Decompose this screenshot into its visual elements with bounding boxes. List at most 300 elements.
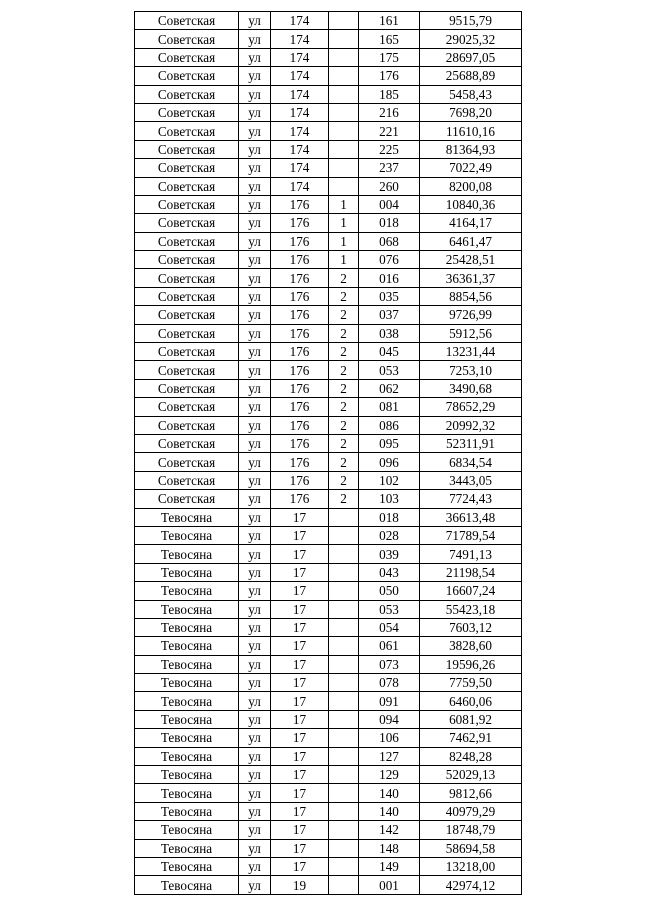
house-number-cell: 17 bbox=[271, 508, 329, 526]
amount-cell: 11610,16 bbox=[420, 122, 522, 140]
street-type-cell: ул bbox=[239, 563, 271, 581]
street-cell: Советская bbox=[135, 490, 239, 508]
table-row bbox=[135, 287, 522, 305]
amount-cell: 52029,13 bbox=[420, 766, 522, 784]
amount-cell: 6834,54 bbox=[420, 453, 522, 471]
apartment-cell: 054 bbox=[359, 618, 420, 636]
house-number-cell: 176 bbox=[271, 416, 329, 434]
amount-cell: 7462,91 bbox=[420, 729, 522, 747]
table-row bbox=[135, 674, 522, 692]
amount-cell: 29025,32 bbox=[420, 30, 522, 48]
table-row bbox=[135, 398, 522, 416]
street-type-cell: ул bbox=[239, 729, 271, 747]
street-cell: Тевосяна bbox=[135, 582, 239, 600]
street-type-cell: ул bbox=[239, 30, 271, 48]
building-cell bbox=[329, 508, 359, 526]
table-row bbox=[135, 490, 522, 508]
apartment-cell: 129 bbox=[359, 766, 420, 784]
house-number-cell: 176 bbox=[271, 453, 329, 471]
house-number-cell: 17 bbox=[271, 674, 329, 692]
building-cell bbox=[329, 12, 359, 30]
building-cell bbox=[329, 692, 359, 710]
street-cell: Советская bbox=[135, 287, 239, 305]
amount-cell: 25688,89 bbox=[420, 67, 522, 85]
building-cell bbox=[329, 747, 359, 765]
house-number-cell: 17 bbox=[271, 600, 329, 618]
table-row bbox=[135, 802, 522, 820]
building-cell bbox=[329, 140, 359, 158]
amount-cell: 18748,79 bbox=[420, 821, 522, 839]
street-cell: Советская bbox=[135, 85, 239, 103]
amount-cell: 3490,68 bbox=[420, 379, 522, 397]
house-number-cell: 17 bbox=[271, 857, 329, 875]
house-number-cell: 176 bbox=[271, 195, 329, 213]
house-number-cell: 176 bbox=[271, 379, 329, 397]
amount-cell: 7724,43 bbox=[420, 490, 522, 508]
apartment-cell: 161 bbox=[359, 12, 420, 30]
street-cell: Советская bbox=[135, 269, 239, 287]
amount-cell: 81364,93 bbox=[420, 140, 522, 158]
street-cell: Тевосяна bbox=[135, 710, 239, 728]
amount-cell: 21198,54 bbox=[420, 563, 522, 581]
apartment-cell: 225 bbox=[359, 140, 420, 158]
amount-cell: 78652,29 bbox=[420, 398, 522, 416]
street-cell: Тевосяна bbox=[135, 821, 239, 839]
building-cell bbox=[329, 710, 359, 728]
table-row bbox=[135, 655, 522, 673]
apartment-cell: 142 bbox=[359, 821, 420, 839]
street-type-cell: ул bbox=[239, 324, 271, 342]
amount-cell: 6460,06 bbox=[420, 692, 522, 710]
amount-cell: 5912,56 bbox=[420, 324, 522, 342]
house-number-cell: 176 bbox=[271, 361, 329, 379]
building-cell bbox=[329, 784, 359, 802]
building-cell bbox=[329, 563, 359, 581]
street-type-cell: ул bbox=[239, 600, 271, 618]
table-row bbox=[135, 85, 522, 103]
house-number-cell: 174 bbox=[271, 85, 329, 103]
amount-cell: 36361,37 bbox=[420, 269, 522, 287]
building-cell bbox=[329, 526, 359, 544]
street-cell: Советская bbox=[135, 361, 239, 379]
building-cell: 2 bbox=[329, 471, 359, 489]
apartment-cell: 185 bbox=[359, 85, 420, 103]
building-cell bbox=[329, 177, 359, 195]
building-cell bbox=[329, 729, 359, 747]
amount-cell: 55423,18 bbox=[420, 600, 522, 618]
street-cell: Тевосяна bbox=[135, 802, 239, 820]
street-cell: Тевосяна bbox=[135, 766, 239, 784]
building-cell bbox=[329, 674, 359, 692]
street-cell: Тевосяна bbox=[135, 655, 239, 673]
street-cell: Советская bbox=[135, 122, 239, 140]
table-row bbox=[135, 324, 522, 342]
house-number-cell: 17 bbox=[271, 729, 329, 747]
building-cell bbox=[329, 839, 359, 857]
house-number-cell: 174 bbox=[271, 103, 329, 121]
table-row bbox=[135, 379, 522, 397]
house-number-cell: 174 bbox=[271, 67, 329, 85]
house-number-cell: 176 bbox=[271, 324, 329, 342]
street-type-cell: ул bbox=[239, 287, 271, 305]
street-type-cell: ул bbox=[239, 251, 271, 269]
building-cell bbox=[329, 637, 359, 655]
apartment-cell: 068 bbox=[359, 232, 420, 250]
building-cell: 2 bbox=[329, 361, 359, 379]
table-row bbox=[135, 637, 522, 655]
building-cell bbox=[329, 876, 359, 894]
street-cell: Советская bbox=[135, 416, 239, 434]
street-type-cell: ул bbox=[239, 784, 271, 802]
street-type-cell: ул bbox=[239, 103, 271, 121]
table-body bbox=[135, 12, 522, 895]
apartment-cell: 018 bbox=[359, 214, 420, 232]
apartment-cell: 091 bbox=[359, 692, 420, 710]
building-cell: 2 bbox=[329, 490, 359, 508]
apartment-cell: 103 bbox=[359, 490, 420, 508]
street-type-cell: ул bbox=[239, 618, 271, 636]
house-number-cell: 174 bbox=[271, 159, 329, 177]
street-cell: Советская bbox=[135, 306, 239, 324]
street-cell: Советская bbox=[135, 251, 239, 269]
amount-cell: 13218,00 bbox=[420, 857, 522, 875]
house-number-cell: 17 bbox=[271, 784, 329, 802]
apartment-cell: 050 bbox=[359, 582, 420, 600]
building-cell bbox=[329, 30, 359, 48]
street-type-cell: ул bbox=[239, 159, 271, 177]
house-number-cell: 174 bbox=[271, 48, 329, 66]
amount-cell: 6461,47 bbox=[420, 232, 522, 250]
amount-cell: 58694,58 bbox=[420, 839, 522, 857]
apartment-cell: 073 bbox=[359, 655, 420, 673]
amount-cell: 13231,44 bbox=[420, 343, 522, 361]
apartment-cell: 039 bbox=[359, 545, 420, 563]
apartment-cell: 053 bbox=[359, 600, 420, 618]
building-cell: 2 bbox=[329, 306, 359, 324]
house-number-cell: 17 bbox=[271, 821, 329, 839]
street-cell: Советская bbox=[135, 12, 239, 30]
amount-cell: 7022,49 bbox=[420, 159, 522, 177]
street-cell: Советская bbox=[135, 398, 239, 416]
street-cell: Советская bbox=[135, 379, 239, 397]
street-cell: Тевосяна bbox=[135, 545, 239, 563]
building-cell: 1 bbox=[329, 195, 359, 213]
amount-cell: 4164,17 bbox=[420, 214, 522, 232]
street-type-cell: ул bbox=[239, 655, 271, 673]
street-cell: Тевосяна bbox=[135, 508, 239, 526]
table-row bbox=[135, 361, 522, 379]
table-row bbox=[135, 159, 522, 177]
street-cell: Тевосяна bbox=[135, 692, 239, 710]
street-cell: Советская bbox=[135, 471, 239, 489]
house-number-cell: 17 bbox=[271, 747, 329, 765]
amount-cell: 52311,91 bbox=[420, 434, 522, 452]
street-cell: Тевосяна bbox=[135, 839, 239, 857]
apartment-cell: 053 bbox=[359, 361, 420, 379]
street-type-cell: ул bbox=[239, 545, 271, 563]
table-row bbox=[135, 821, 522, 839]
house-number-cell: 17 bbox=[271, 766, 329, 784]
street-cell: Советская bbox=[135, 177, 239, 195]
building-cell: 1 bbox=[329, 232, 359, 250]
street-cell: Тевосяна bbox=[135, 784, 239, 802]
apartment-cell: 086 bbox=[359, 416, 420, 434]
street-type-cell: ул bbox=[239, 214, 271, 232]
house-number-cell: 19 bbox=[271, 876, 329, 894]
apartment-cell: 078 bbox=[359, 674, 420, 692]
street-type-cell: ул bbox=[239, 582, 271, 600]
house-number-cell: 176 bbox=[271, 471, 329, 489]
house-number-cell: 17 bbox=[271, 692, 329, 710]
street-type-cell: ул bbox=[239, 398, 271, 416]
house-number-cell: 176 bbox=[271, 251, 329, 269]
table-row bbox=[135, 857, 522, 875]
street-type-cell: ул bbox=[239, 195, 271, 213]
apartment-cell: 260 bbox=[359, 177, 420, 195]
building-cell: 1 bbox=[329, 214, 359, 232]
apartment-cell: 102 bbox=[359, 471, 420, 489]
house-number-cell: 176 bbox=[271, 269, 329, 287]
street-type-cell: ул bbox=[239, 343, 271, 361]
apartment-cell: 061 bbox=[359, 637, 420, 655]
house-number-cell: 176 bbox=[271, 343, 329, 361]
amount-cell: 36613,48 bbox=[420, 508, 522, 526]
street-cell: Тевосяна bbox=[135, 600, 239, 618]
street-type-cell: ул bbox=[239, 508, 271, 526]
street-type-cell: ул bbox=[239, 710, 271, 728]
street-type-cell: ул bbox=[239, 232, 271, 250]
apartment-cell: 016 bbox=[359, 269, 420, 287]
street-cell: Тевосяна bbox=[135, 876, 239, 894]
street-cell: Тевосяна bbox=[135, 563, 239, 581]
street-type-cell: ул bbox=[239, 857, 271, 875]
house-number-cell: 174 bbox=[271, 122, 329, 140]
house-number-cell: 17 bbox=[271, 637, 329, 655]
street-type-cell: ул bbox=[239, 122, 271, 140]
street-type-cell: ул bbox=[239, 821, 271, 839]
amount-cell: 16607,24 bbox=[420, 582, 522, 600]
street-cell: Тевосяна bbox=[135, 526, 239, 544]
apartment-cell: 149 bbox=[359, 857, 420, 875]
building-cell: 2 bbox=[329, 416, 359, 434]
building-cell: 2 bbox=[329, 398, 359, 416]
table-row bbox=[135, 747, 522, 765]
street-cell: Советская bbox=[135, 195, 239, 213]
street-cell: Советская bbox=[135, 103, 239, 121]
apartment-cell: 095 bbox=[359, 434, 420, 452]
street-cell: Советская bbox=[135, 159, 239, 177]
table-row bbox=[135, 232, 522, 250]
street-type-cell: ул bbox=[239, 876, 271, 894]
apartment-cell: 062 bbox=[359, 379, 420, 397]
house-number-cell: 176 bbox=[271, 287, 329, 305]
house-number-cell: 174 bbox=[271, 30, 329, 48]
apartment-cell: 028 bbox=[359, 526, 420, 544]
street-type-cell: ул bbox=[239, 637, 271, 655]
apartment-cell: 176 bbox=[359, 67, 420, 85]
building-cell bbox=[329, 159, 359, 177]
apartment-cell: 216 bbox=[359, 103, 420, 121]
building-cell bbox=[329, 67, 359, 85]
street-cell: Советская bbox=[135, 434, 239, 452]
table-row bbox=[135, 122, 522, 140]
table-row bbox=[135, 766, 522, 784]
street-type-cell: ул bbox=[239, 471, 271, 489]
street-type-cell: ул bbox=[239, 747, 271, 765]
amount-cell: 7603,12 bbox=[420, 618, 522, 636]
street-type-cell: ул bbox=[239, 802, 271, 820]
street-type-cell: ул bbox=[239, 48, 271, 66]
amount-cell: 7491,13 bbox=[420, 545, 522, 563]
street-type-cell: ул bbox=[239, 361, 271, 379]
street-cell: Советская bbox=[135, 214, 239, 232]
table-row bbox=[135, 563, 522, 581]
amount-cell: 20992,32 bbox=[420, 416, 522, 434]
street-type-cell: ул bbox=[239, 416, 271, 434]
building-cell bbox=[329, 103, 359, 121]
street-type-cell: ул bbox=[239, 692, 271, 710]
amount-cell: 9812,66 bbox=[420, 784, 522, 802]
street-type-cell: ул bbox=[239, 85, 271, 103]
street-type-cell: ул bbox=[239, 526, 271, 544]
table-row bbox=[135, 784, 522, 802]
table-row bbox=[135, 526, 522, 544]
building-cell bbox=[329, 766, 359, 784]
amount-cell: 25428,51 bbox=[420, 251, 522, 269]
table-row bbox=[135, 306, 522, 324]
table-row bbox=[135, 269, 522, 287]
building-cell: 2 bbox=[329, 324, 359, 342]
table-row bbox=[135, 508, 522, 526]
table-row bbox=[135, 839, 522, 857]
house-number-cell: 17 bbox=[271, 802, 329, 820]
table-row bbox=[135, 876, 522, 894]
street-type-cell: ул bbox=[239, 453, 271, 471]
amount-cell: 28697,05 bbox=[420, 48, 522, 66]
amount-cell: 8248,28 bbox=[420, 747, 522, 765]
table-row bbox=[135, 67, 522, 85]
table-row bbox=[135, 453, 522, 471]
table-row bbox=[135, 416, 522, 434]
apartment-cell: 175 bbox=[359, 48, 420, 66]
building-cell: 2 bbox=[329, 434, 359, 452]
amount-cell: 5458,43 bbox=[420, 85, 522, 103]
street-type-cell: ул bbox=[239, 766, 271, 784]
apartment-cell: 037 bbox=[359, 306, 420, 324]
street-cell: Тевосяна bbox=[135, 637, 239, 655]
amount-cell: 8200,08 bbox=[420, 177, 522, 195]
house-number-cell: 176 bbox=[271, 490, 329, 508]
amount-cell: 10840,36 bbox=[420, 195, 522, 213]
apartment-cell: 221 bbox=[359, 122, 420, 140]
building-cell: 2 bbox=[329, 453, 359, 471]
table-row bbox=[135, 710, 522, 728]
apartment-cell: 140 bbox=[359, 802, 420, 820]
building-cell: 2 bbox=[329, 269, 359, 287]
building-cell: 1 bbox=[329, 251, 359, 269]
apartment-cell: 076 bbox=[359, 251, 420, 269]
apartment-cell: 237 bbox=[359, 159, 420, 177]
amount-cell: 7253,10 bbox=[420, 361, 522, 379]
apartment-cell: 127 bbox=[359, 747, 420, 765]
table-row bbox=[135, 692, 522, 710]
building-cell bbox=[329, 821, 359, 839]
street-type-cell: ул bbox=[239, 269, 271, 287]
street-cell: Тевосяна bbox=[135, 674, 239, 692]
street-type-cell: ул bbox=[239, 434, 271, 452]
house-number-cell: 174 bbox=[271, 140, 329, 158]
table-row bbox=[135, 582, 522, 600]
house-number-cell: 17 bbox=[271, 618, 329, 636]
table-row bbox=[135, 434, 522, 452]
street-type-cell: ул bbox=[239, 674, 271, 692]
building-cell bbox=[329, 857, 359, 875]
street-type-cell: ул bbox=[239, 67, 271, 85]
street-cell: Советская bbox=[135, 140, 239, 158]
building-cell: 2 bbox=[329, 287, 359, 305]
street-cell: Советская bbox=[135, 48, 239, 66]
house-number-cell: 176 bbox=[271, 306, 329, 324]
apartment-cell: 035 bbox=[359, 287, 420, 305]
building-cell bbox=[329, 48, 359, 66]
house-number-cell: 174 bbox=[271, 12, 329, 30]
amount-cell: 9515,79 bbox=[420, 12, 522, 30]
street-cell: Советская bbox=[135, 343, 239, 361]
house-number-cell: 17 bbox=[271, 710, 329, 728]
street-type-cell: ул bbox=[239, 379, 271, 397]
amount-cell: 42974,12 bbox=[420, 876, 522, 894]
street-cell: Тевосяна bbox=[135, 857, 239, 875]
building-cell bbox=[329, 802, 359, 820]
table-row bbox=[135, 12, 522, 30]
apartment-cell: 096 bbox=[359, 453, 420, 471]
apartment-cell: 018 bbox=[359, 508, 420, 526]
street-type-cell: ул bbox=[239, 306, 271, 324]
street-cell: Советская bbox=[135, 67, 239, 85]
house-number-cell: 176 bbox=[271, 398, 329, 416]
building-cell bbox=[329, 655, 359, 673]
table-row bbox=[135, 618, 522, 636]
street-cell: Советская bbox=[135, 324, 239, 342]
apartment-cell: 045 bbox=[359, 343, 420, 361]
table-row bbox=[135, 48, 522, 66]
building-cell bbox=[329, 545, 359, 563]
amount-cell: 3828,60 bbox=[420, 637, 522, 655]
building-cell bbox=[329, 582, 359, 600]
amount-cell: 7759,50 bbox=[420, 674, 522, 692]
street-type-cell: ул bbox=[239, 839, 271, 857]
amount-cell: 3443,05 bbox=[420, 471, 522, 489]
table-row bbox=[135, 30, 522, 48]
building-cell: 2 bbox=[329, 343, 359, 361]
house-number-cell: 17 bbox=[271, 839, 329, 857]
house-number-cell: 17 bbox=[271, 545, 329, 563]
apartment-cell: 165 bbox=[359, 30, 420, 48]
building-cell bbox=[329, 618, 359, 636]
street-cell: Тевосяна bbox=[135, 729, 239, 747]
street-cell: Советская bbox=[135, 232, 239, 250]
table-row bbox=[135, 343, 522, 361]
apartment-cell: 001 bbox=[359, 876, 420, 894]
table-row bbox=[135, 251, 522, 269]
apartment-cell: 043 bbox=[359, 563, 420, 581]
table-row bbox=[135, 471, 522, 489]
amount-cell: 7698,20 bbox=[420, 103, 522, 121]
house-number-cell: 176 bbox=[271, 232, 329, 250]
apartment-cell: 148 bbox=[359, 839, 420, 857]
building-cell: 2 bbox=[329, 379, 359, 397]
apartment-cell: 094 bbox=[359, 710, 420, 728]
